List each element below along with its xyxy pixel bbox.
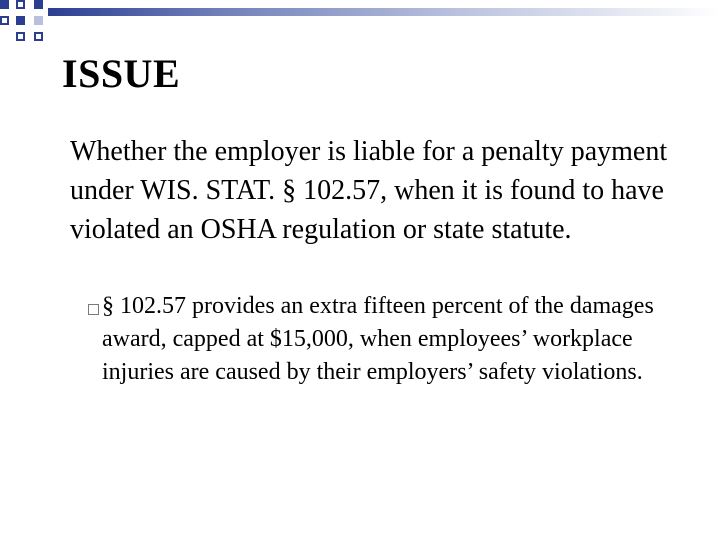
issue-statement: Whether the employer is liable for a penalty payment under WIS. STAT. § 102.57, when it is found to have violated an OSHA regulation or state statute. bbox=[70, 136, 668, 245]
header-square-icon bbox=[16, 0, 25, 9]
header-square-icon bbox=[16, 16, 25, 25]
header-square-icon bbox=[34, 16, 43, 25]
header-square-icon bbox=[0, 16, 9, 25]
header-square-icon bbox=[16, 32, 25, 41]
header-gradient-bar bbox=[48, 8, 720, 16]
header-square-icon bbox=[34, 0, 43, 9]
hollow-square-bullet-icon bbox=[88, 304, 99, 315]
header-square-icon bbox=[34, 32, 43, 41]
slide-title: ISSUE bbox=[62, 51, 181, 96]
sub-bullet-text: § 102.57 provides an extra fifteen percent of the damages award, capped at $15,000, when employees’ workplace injuries are caused by their employers’ safety violations. bbox=[102, 293, 654, 385]
header-square-icon bbox=[0, 0, 9, 9]
